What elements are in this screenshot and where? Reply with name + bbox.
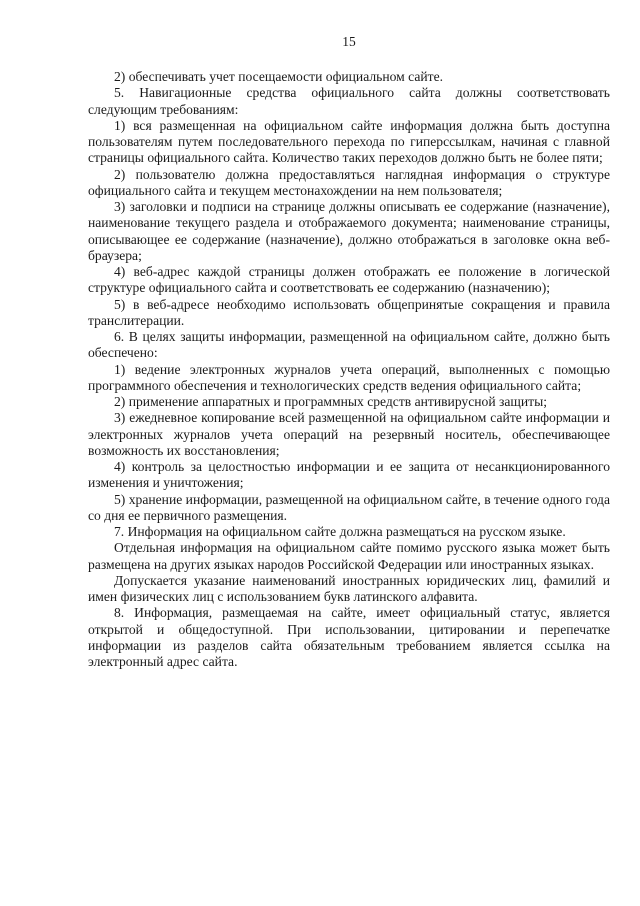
page-number: 15 (342, 34, 356, 49)
paragraph: 1) вся размещенная на официальном сайте информация должна быть доступна пользователям путем последовательного перехода по гиперссылкам, начиная с главной страницы официального сайта. Количество таких переходов должно быть не более пяти; (88, 117, 610, 166)
paragraph: 7. Информация на официальном сайте должна размещаться на русском языке. (114, 524, 566, 539)
paragraph: 5. Навигационные средства официального сайта должны соответствовать следующим требованиям: (88, 85, 610, 117)
paragraph: Допускается указание наименований иностранных юридических лиц, фамилий и имен физических лиц с использованием букв латинского алфавита. (88, 572, 610, 604)
document-body (88, 69, 610, 670)
paragraph: 5) хранение информации, размещенной на официальном сайте, в течение одного года со дня ее первичного размещения. (88, 491, 610, 523)
paragraph: 2) обеспечивать учет посещаемости официальном сайте. (114, 69, 444, 84)
paragraph: 2) пользователю должна предоставляться наглядная информация о структуре официального сайта и текущем местонахождении на нем пользователя; (88, 166, 610, 198)
paragraph: 3) заголовки и подписи на странице должны описывать ее содержание (назначение), наименование текущего раздела и отображаемого документа; наименование страницы, описывающее ее содержание (назначение), должно отображаться в заголовке окна веб-браузера; (88, 199, 610, 263)
paragraph: 6. В целях защиты информации, размещенной на официальном сайте, должно быть обеспечено: (88, 329, 610, 361)
paragraph: 4) контроль за целостностью информации и ее защита от несанкционированного изменения и уничтожения; (88, 459, 610, 491)
paragraph: 3) ежедневное копирование всей размещенной на официальном сайте информации и электронных журналов учета операций на резервный носитель, обеспечивающее возможность их восстановления; (88, 410, 610, 458)
paragraph: 4) веб-адрес каждой страницы должен отображать ее положение в логической структуре официального сайта и соответствовать ее содержанию (назначению); (88, 264, 610, 296)
paragraph: 2) применение аппаратных и программных средств антивирусной защиты; (114, 394, 548, 409)
paragraph: 1) ведение электронных журналов учета операций, выполненных с помощью программного обеспечения и технологических средств ведения официального сайта; (88, 361, 610, 393)
paragraph: Отдельная информация на официальном сайте помимо русского языка может быть размещена на других языках народов Российской Федерации или иностранных языках. (88, 540, 610, 572)
paragraph: 8. Информация, размещаемая на сайте, имеет официальный статус, является открытой и общедоступной. При использовании, цитировании и перепечатке информации из разделов сайта обязательным требованием является ссылка на электронный адрес сайта. (88, 605, 610, 669)
paragraph: 5) в веб-адресе необходимо использовать общепринятые сокращения и правила транслитерации. (88, 296, 610, 328)
